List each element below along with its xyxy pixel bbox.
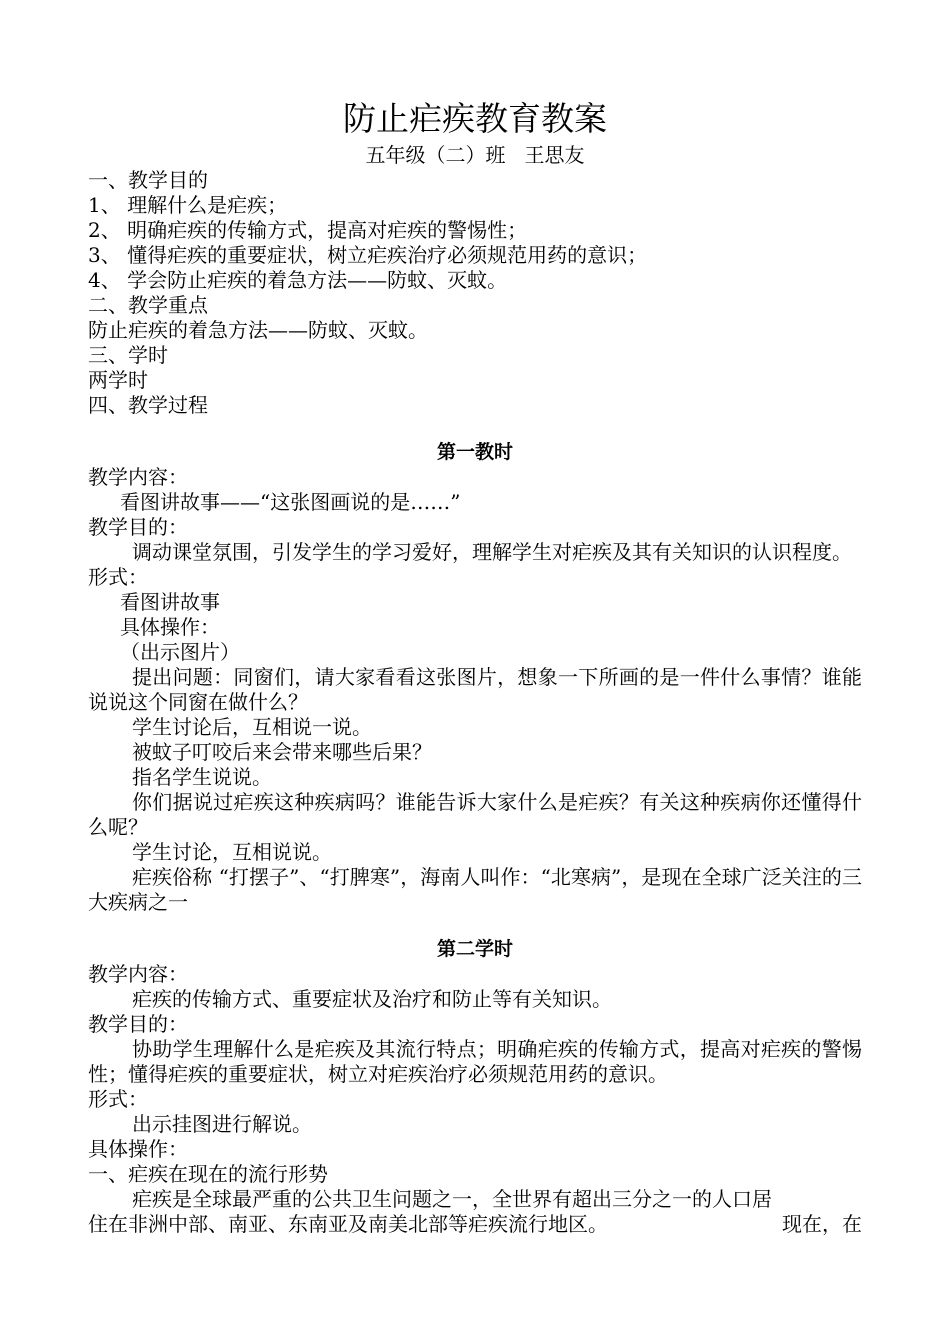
lesson1-step: 学生讨论，互相说说。: [132, 840, 332, 864]
document-page: [88, 96, 862, 1237]
lesson1-goal-label: 教学目的：: [88, 515, 188, 539]
lesson1-form-label: 形式：: [88, 565, 148, 589]
document-title: 防止疟疾教育教案: [343, 99, 607, 138]
lesson2-sub-heading: 一、疟疾在现在的流行形势: [88, 1162, 328, 1186]
lesson2-paragraph-line2-left: 住在非洲中部、南亚、东南亚及南美北部等疟疾流行地区。: [88, 1212, 608, 1236]
lesson2-heading: 第二学时: [436, 938, 513, 960]
lesson1-content-text: 看图讲故事——“这张图画说的是……”: [120, 490, 461, 514]
hours-text: 两学时: [88, 368, 148, 392]
lesson2-op-label: 具体操作：: [88, 1137, 188, 1161]
objective-item: 4、 学会防止疟疾的着急方法——防蚊、灭蚊。: [88, 268, 508, 292]
lesson2-content-text: 疟疾的传输方式、重要症状及治疗和防止等有关知识。: [132, 987, 612, 1011]
lesson1-step: 提出问题：同窗们，请大家看看这张图片，想象一下所画的是一件什么事情？谁能说说这个同窗在做什么？: [88, 665, 862, 714]
lesson1-heading: 第一教时: [436, 441, 513, 463]
focus-text: 防止疟疾的着急方法——防蚊、灭蚊。: [88, 318, 428, 342]
lesson1-goal-text: 调动课堂氛围，引发学生的学习爱好，理解学生对疟疾及其有关知识的认识程度。: [132, 540, 852, 564]
focus-heading: 二、教学重点: [88, 293, 208, 317]
lesson1-form-text: 看图讲故事: [120, 590, 220, 614]
process-heading: 四、教学过程: [88, 393, 208, 417]
objective-item: 3、 懂得疟疾的重要症状，树立疟疾治疗必须规范用药的意识；: [88, 243, 648, 267]
objective-item: 1、 理解什么是疟疾；: [88, 193, 288, 217]
lesson2-form-label: 形式：: [88, 1087, 148, 1111]
lesson1-step: 疟疾俗称 “打摆子”、“打脾寒”，海南人叫作：“北寒病”，是现在全球广泛关注的三大疾病之一: [88, 865, 862, 914]
hours-heading: 三、学时: [88, 343, 168, 367]
objectives-heading: 一、教学目的: [88, 168, 208, 192]
lesson1-step: 学生讨论后，互相说一说。: [132, 715, 372, 739]
lesson1-show-picture: （出示图片）: [120, 640, 240, 664]
lesson1-step: 被蚊子叮咬后来会带来哪些后果？: [132, 740, 432, 764]
lesson2-goal-text: 协助学生理解什么是疟疾及其流行特点；明确疟疾的传输方式，提高对疟疾的警惕性；懂得疟疾的重要症状，树立对疟疾治疗必须规范用药的意识。: [88, 1037, 862, 1086]
lesson2-paragraph-line2: [88, 1212, 862, 1237]
lesson2-content-label: 教学内容：: [88, 962, 188, 986]
objective-item: 2、 明确疟疾的传输方式，提高对疟疾的警惕性；: [88, 218, 528, 242]
lesson2-paragraph-line1: 疟疾是全球最严重的公共卫生问题之一，全世界有超出三分之一的人口居: [132, 1187, 772, 1211]
lesson2-form-text: 出示挂图进行解说。: [132, 1112, 312, 1136]
lesson1-content-label: 教学内容：: [88, 465, 188, 489]
lesson2-goal-label: 教学目的：: [88, 1012, 188, 1036]
lesson2-paragraph-line2-right: 现在，在: [782, 1212, 862, 1236]
lesson1-step: 指名学生说说。: [132, 765, 272, 789]
document-subtitle: 五年级（二）班 王思友: [365, 143, 585, 167]
lesson1-op-label: 具体操作：: [120, 615, 220, 639]
lesson1-step: 你们据说过疟疾这种疾病吗？谁能告诉大家什么是疟疾？有关这种疾病你还懂得什么呢？: [88, 790, 862, 839]
